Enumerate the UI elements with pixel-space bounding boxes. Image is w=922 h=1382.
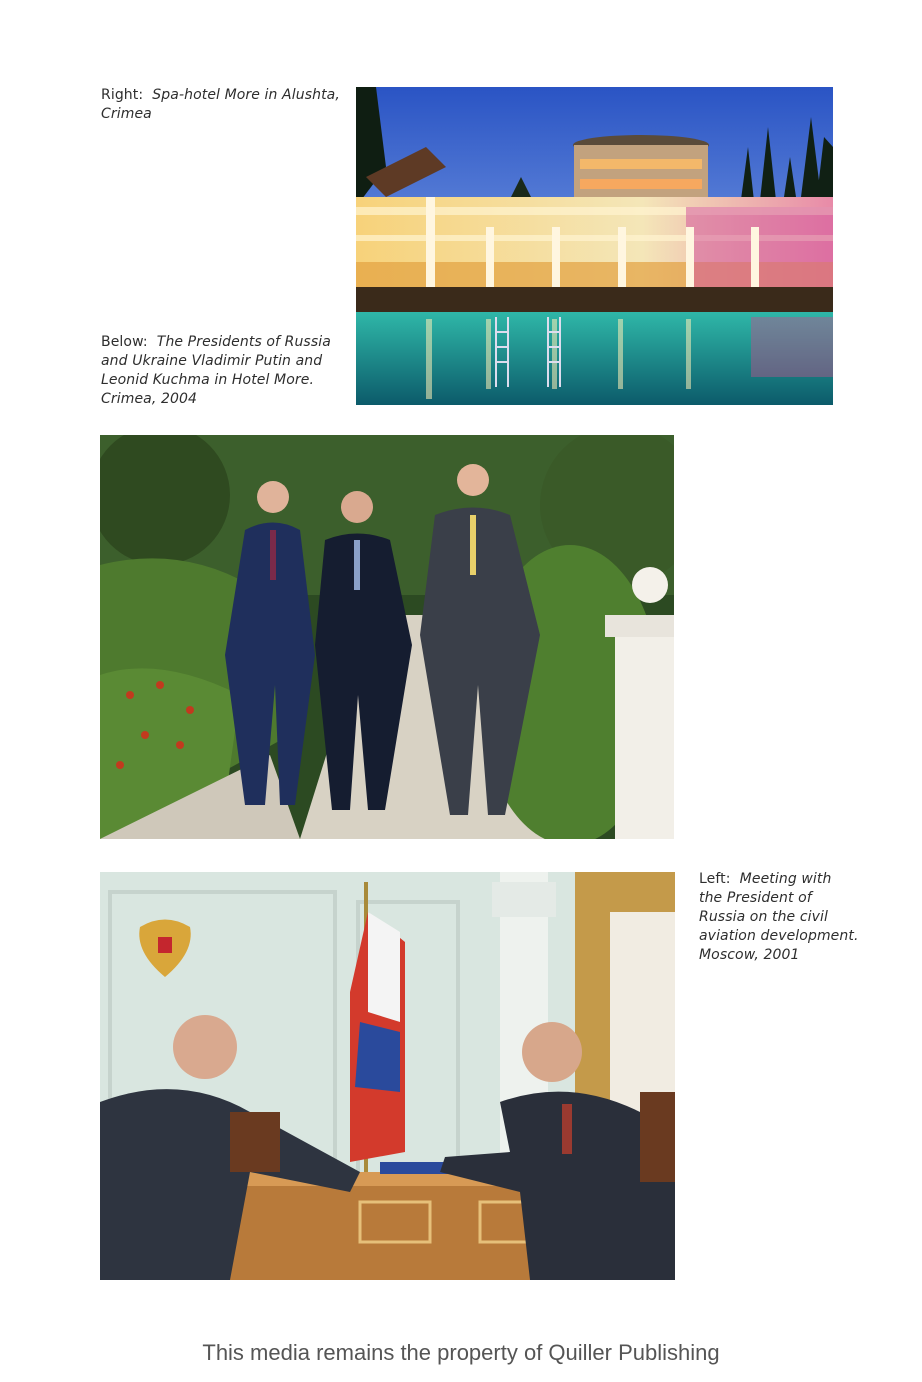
caption-meeting-text: Meeting with the President of Russia on the civil aviation development. Moscow, 2001 xyxy=(699,871,859,963)
caption-meeting xyxy=(699,870,859,965)
caption-presidents-text: The Presidents of Russia and Ukraine Vladimir Putin and Leonid Kuchma in Hotel More. Crimea, 2004 xyxy=(101,334,331,407)
caption-hotel xyxy=(101,86,341,124)
caption-presidents xyxy=(101,333,341,409)
hotel-photo xyxy=(356,87,833,405)
caption-hotel-text: Spa-hotel More in Alushta, Crimea xyxy=(101,87,340,122)
caption-meeting-lead: Left: xyxy=(699,871,731,887)
garden-walk-photo xyxy=(100,435,674,839)
caption-presidents-lead: Below: xyxy=(101,334,148,350)
office-meeting-photo xyxy=(100,872,675,1280)
footer-notice: This media remains the property of Quiller Publishing xyxy=(202,1340,720,1365)
caption-hotel-lead: Right: xyxy=(101,87,144,103)
